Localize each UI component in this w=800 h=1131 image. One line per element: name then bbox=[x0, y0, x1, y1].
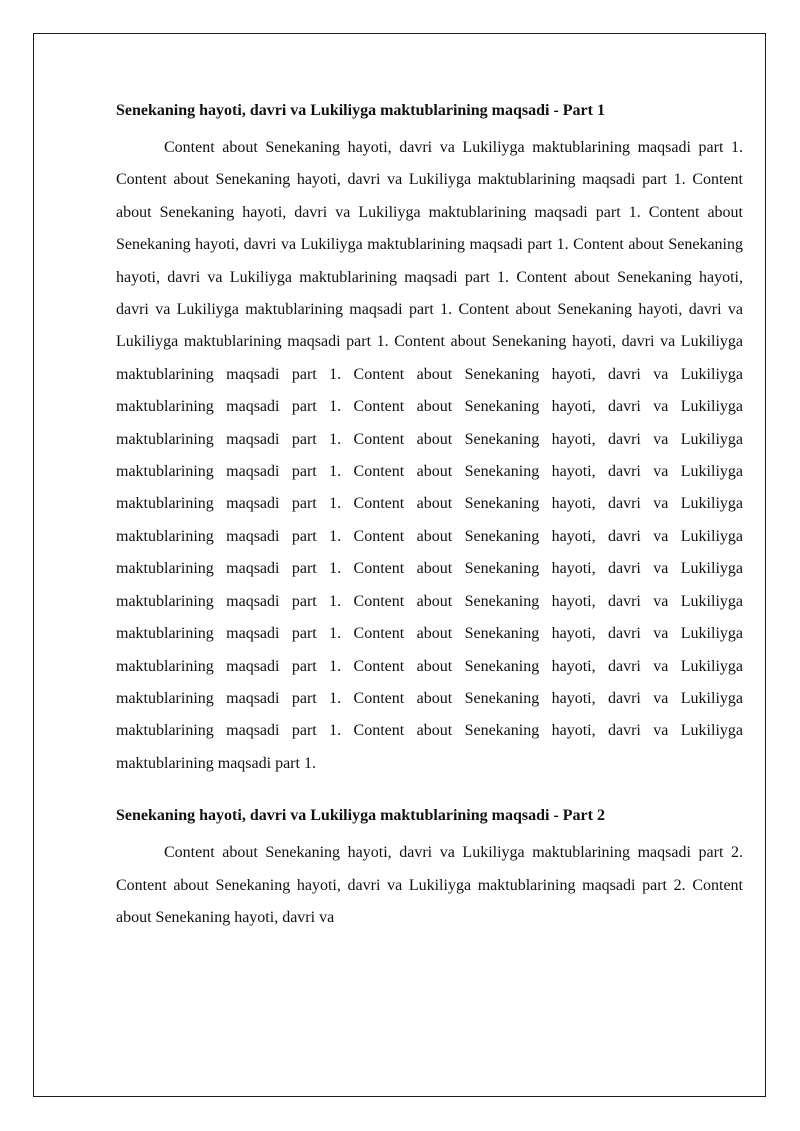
section-part-1 bbox=[116, 100, 743, 780]
section-heading: Senekaning hayoti, davri va Lukiliyga maktublarining maqsadi - Part 1 bbox=[116, 102, 605, 119]
document-content bbox=[116, 100, 743, 934]
section-body: Content about Senekaning hayoti, davri va Lukiliyga maktublarining maqsadi part 2. Content about Senekaning hayoti, davri va Lukiliyga maktublarining maqsadi part 2. Content about Senekaning hayoti, davri va bbox=[116, 844, 743, 926]
section-part-2 bbox=[116, 805, 743, 934]
section-heading: Senekaning hayoti, davri va Lukiliyga maktublarining maqsadi - Part 2 bbox=[116, 807, 605, 825]
section-body: Content about Senekaning hayoti, davri va Lukiliyga maktublarining maqsadi part 1. Content about Senekaning hayoti, davri va Lukiliyga maktublarining maqsadi part 1. Content about Senekaning hayoti, davri va Lukiliyga maktublarining maqsadi part 1. Content about Senekaning hayoti, davri va Lukiliyga maktublarining maqsadi part 1. Content about Senekaning hayoti, davri va Lukiliyga maktublarining maqsadi part 1. Content about Senekaning hayoti, davri va Lukiliyga maktublarining maqsadi part 1. Content about Senekaning hayoti, davri va Lukiliyga maktublarining maqsadi part 1. Content about Senekaning hayoti, davri va Lukiliyga maktublarining maqsadi part 1. Content about Senekaning hayoti, davri va Lukiliyga maktublarining maqsadi part 1. Content about Senekaning hayoti, davri va Lukiliyga maktublarining maqsadi part 1. Content about Senekaning hayoti, davri va Lukiliyga maktublarining maqsadi part 1. Content about Senekaning hayoti, davri va Lukiliyga maktublarining maqsadi part 1. Content about Senekaning hayoti, davri va Lukiliyga maktublarining maqsadi part 1. Content about Senekaning hayoti, davri va Lukiliyga maktublarining maqsadi part 1. Content about Senekaning hayoti, davri va Lukiliyga maktublarining maqsadi part 1. Content about Senekaning hayoti, davri va Lukiliyga maktublarining maqsadi part 1. Content about Senekaning hayoti, davri va Lukiliyga maktublarining maqsadi part 1. Content about Senekaning hayoti, davri va Lukiliyga maktublarining maqsadi part 1. Content about Senekaning hayoti, davri va Lukiliyga maktublarining maqsadi part 1. Content about Senekaning hayoti, davri va Lukiliyga maktublarining maqsadi part 1. bbox=[116, 139, 743, 772]
page-border bbox=[33, 33, 766, 1097]
